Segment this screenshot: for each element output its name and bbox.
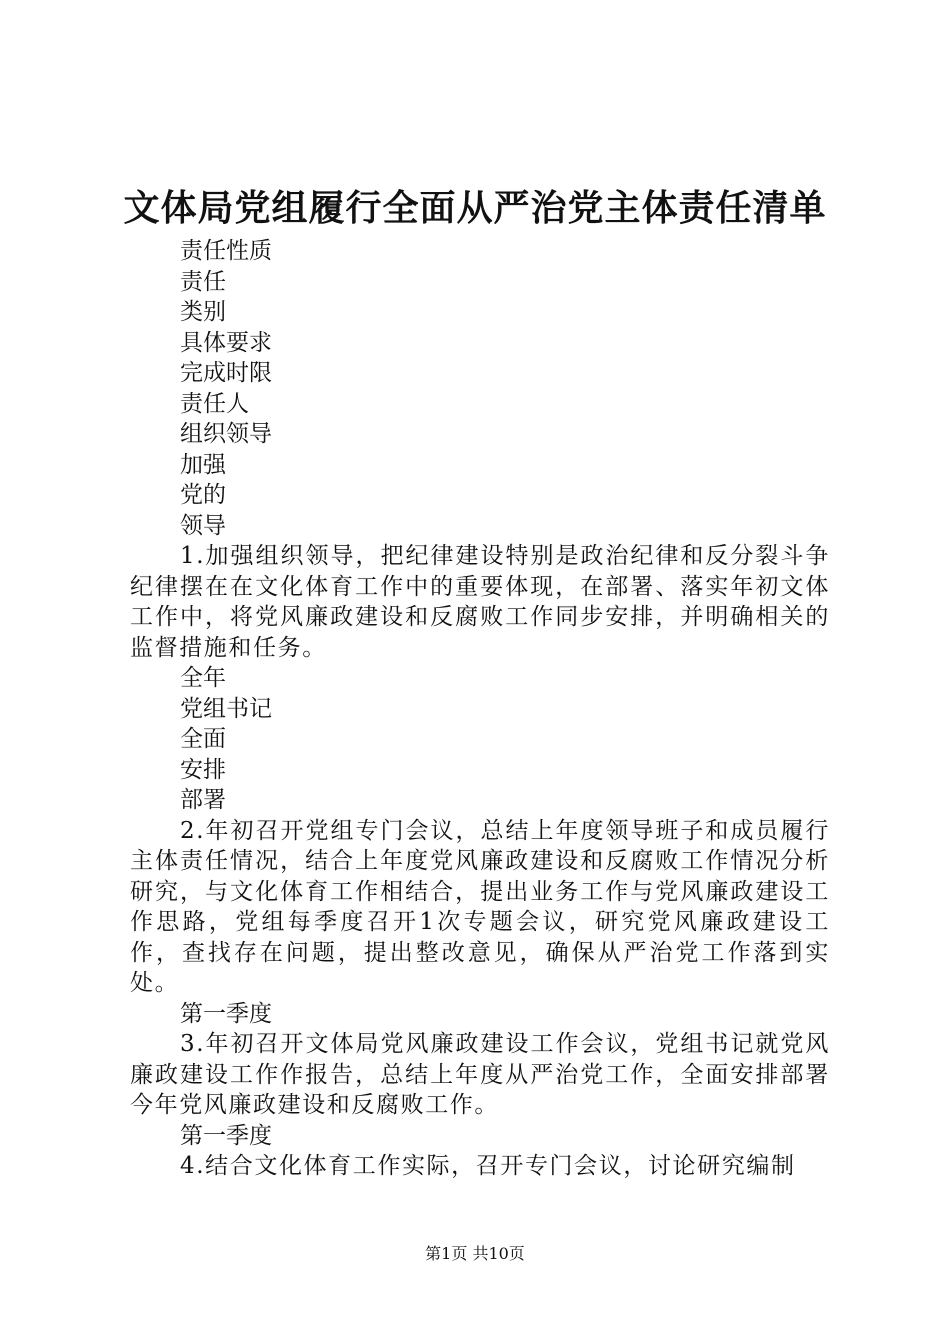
page-footer: 第1页 共10页 bbox=[425, 1244, 525, 1263]
header-line: 完成时限 bbox=[180, 360, 272, 386]
item-1-paragraph: 1.加强组织领导，把纪律建设特别是政治纪律和反分裂斗争纪律摆在在文化体育工作中的重要体现，在部署、落实年初文体工作中，将党风廉政建设和反腐败工作同步安排，并明确相关的监督措施和任务。 bbox=[130, 543, 830, 661]
header-line: 加强 bbox=[180, 451, 226, 478]
item-1-line: 全年 bbox=[180, 665, 226, 691]
header-line: 责任 bbox=[180, 268, 226, 295]
item-4-paragraph: 4.结合文化体育工作实际，召开专门会议，讨论研究编制 bbox=[180, 1153, 796, 1179]
document-body bbox=[130, 236, 830, 1182]
item-3-time: 第一季度 bbox=[180, 1122, 272, 1149]
header-line: 领导 bbox=[180, 512, 226, 539]
item-2-time: 第一季度 bbox=[180, 1000, 272, 1027]
item-2-paragraph: 2.年初召开党组专门会议，总结上年度领导班子和成员履行主体责任情况，结合上年度党风廉政建设和反腐败工作情况分析研究，与文化体育工作相结合，提出业务工作与党风廉政建设工作思路，党组每季度召开1次专题会议，研究党风廉政建设工作，查找存在问题，提出整改意见，确保从严治党工作落到实处。 bbox=[130, 817, 830, 996]
header-line: 类别 bbox=[180, 299, 226, 325]
header-line: 责任性质 bbox=[180, 238, 272, 264]
item-3-paragraph: 3.年初召开文体局党风廉政建设工作会议，党组书记就党风廉政建设工作作报告，总结上年度从严治党工作，全面安排部署今年党风廉政建设和反腐败工作。 bbox=[130, 1031, 830, 1118]
item-1-line: 安排 bbox=[180, 756, 226, 783]
header-line: 责任人 bbox=[180, 390, 249, 417]
header-line: 党的 bbox=[180, 482, 226, 508]
document-title: 文体局党组履行全面从严治党主体责任清单 bbox=[123, 187, 827, 229]
header-line: 具体要求 bbox=[180, 329, 272, 356]
header-line: 组织领导 bbox=[180, 421, 272, 447]
item-1-line: 党组书记 bbox=[180, 695, 272, 722]
item-1-line: 全面 bbox=[180, 726, 226, 752]
item-1-line: 部署 bbox=[180, 787, 226, 813]
